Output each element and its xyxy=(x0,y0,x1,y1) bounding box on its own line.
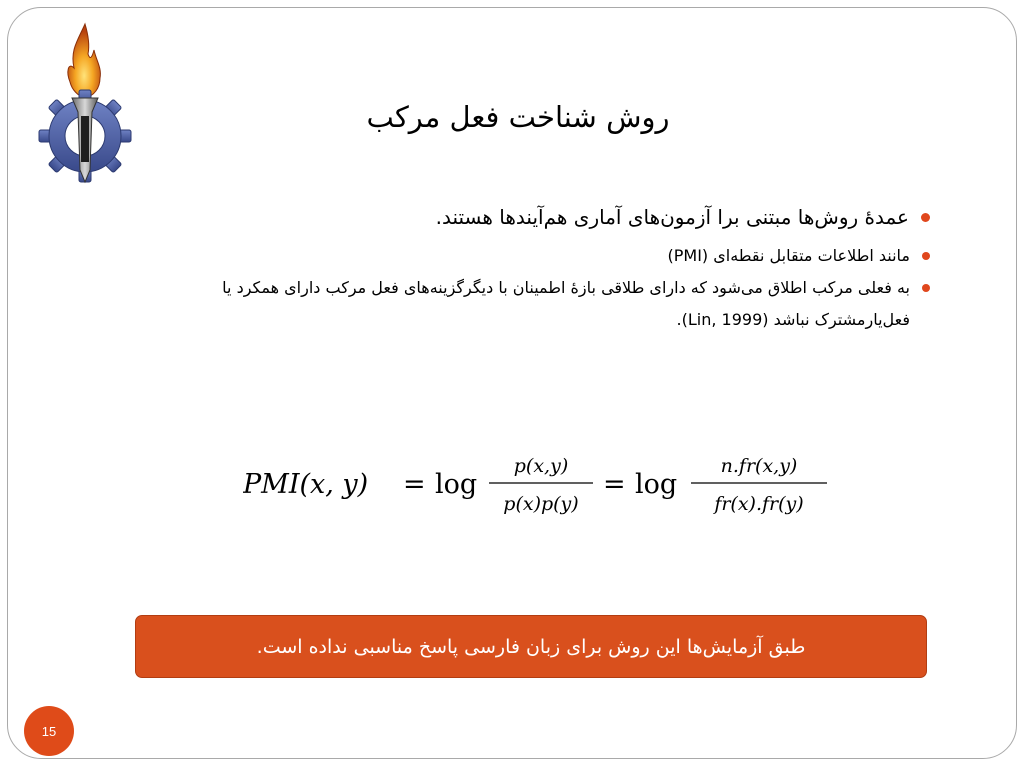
formula-log-1: log xyxy=(435,469,478,500)
bullet-dot-icon xyxy=(922,252,930,260)
formula-denominator-1: p(x)p(y) xyxy=(503,493,579,515)
page-number-badge: 15 xyxy=(24,706,74,756)
slide-title: روش شناخت فعل مرکب xyxy=(366,100,670,134)
slide xyxy=(7,7,1017,759)
sub-bullet-list xyxy=(130,240,930,336)
formula-denominator-2: fr(x).fr(y) xyxy=(714,493,804,515)
formula-lhs: PMI(x, y) xyxy=(243,469,369,500)
formula-equals-2: = xyxy=(603,469,626,500)
formula-log-2: log xyxy=(635,469,678,500)
formula-numerator-2: n.fr(x,y) xyxy=(720,455,798,477)
formula-numerator-1: p(x,y) xyxy=(513,455,569,477)
conclusion-callout: طبق آزمایش‌ها این روش برای زبان فارسی پاسخ مناسبی نداده است. xyxy=(135,615,927,678)
bullet-dot-icon xyxy=(922,284,930,292)
bullet-list xyxy=(130,200,930,336)
sub-bullet-item xyxy=(130,240,930,272)
university-logo-icon xyxy=(28,20,143,188)
formula-equals-1: = xyxy=(403,469,426,500)
bullet-dot-icon xyxy=(921,213,930,222)
bullet-text: عمدهٔ روش‌ها مبتنی برا آزمون‌های آماری هم‌آیندها هستند. xyxy=(435,205,909,229)
sub-bullet-item xyxy=(130,272,930,336)
sub-bullet-text: به فعلی مرکب اطلاق می‌شود که دارای طلاقی بازهٔ اطمینان با دیگرگزینه‌های فعل مرکب دارای همکرد یا فعل‌یارمشترک نباشد (Lin, 1999). xyxy=(222,278,910,329)
pmi-formula xyxy=(243,448,843,528)
bullet-item xyxy=(130,200,930,234)
sub-bullet-text: مانند اطلاعات متقابل نقطه‌ای (PMI) xyxy=(667,246,910,265)
